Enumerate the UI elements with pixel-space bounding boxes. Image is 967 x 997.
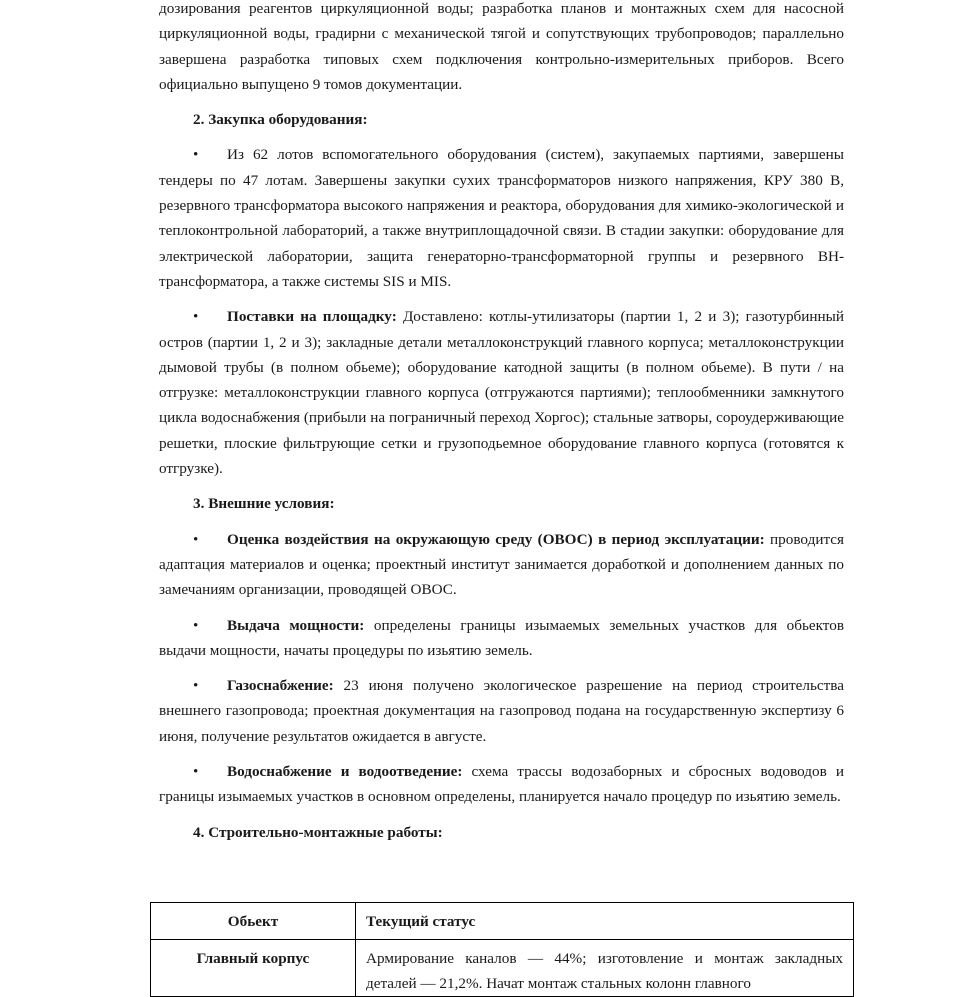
- list-item-title: Поставки на площадку:: [227, 308, 397, 326]
- document-page: [159, 0, 844, 845]
- list-item-text: схема трассы водозаборных и сбросных водоводов и границы изымаемых участков в основном определены, планируется начало процедур по изьятию земель.: [159, 763, 844, 806]
- list-item: [159, 527, 844, 603]
- bullet-marker: •: [193, 677, 199, 695]
- section-3-heading: 3. Внешние условия:: [193, 495, 335, 513]
- list-item-title: Водоснабжение и водоотведение:: [227, 763, 463, 781]
- bullet-marker: •: [193, 530, 199, 548]
- list-item: [159, 613, 844, 664]
- table-row: [151, 940, 854, 997]
- list-item-title: Газоснабжение:: [227, 677, 334, 695]
- bullet-marker: •: [193, 146, 199, 164]
- list-item-text: проводится адаптация материалов и оценка; проектный институт занимается доработкой и дополнением данных по замечаниям организации, проводящей ОВОС.: [159, 530, 844, 599]
- list-item-text: Из 62 лотов вспомогательного оборудования (систем), закупаемых партиями, завершены тендеры по 47 лотам. Завершены закупки сухих трансформаторов низкого напряжения, КРУ 380 В, резервного трансформатора высокого напряжения и реактора, оборудования для химико-экологической и теплоконтрольной лабораторий, а также внутриплощадочной связи. В стадии закупки: оборудование для электрической лаборатории, защита генераторно-трансформаторной группы и резервного ВН-трансформатора, а также системы SIS и MIS.: [159, 146, 844, 290]
- bullet-marker: •: [193, 763, 199, 781]
- section-4-heading: 4. Строительно-монтажные работы:: [193, 823, 443, 841]
- section-2-heading: 2. Закупка оборудования:: [193, 111, 368, 129]
- table-cell-status: Армирование каналов — 44%; изготовление и монтаж закладных деталей — 21,2%. Начат монтаж стальных колонн главного: [356, 940, 854, 997]
- status-table: [150, 902, 854, 997]
- list-item-text: 23 июня получено экологическое разрешение на период строительства внешнего газопровода; проектная документация на газопровод подана на государственную экспертизу 6 июня, получение результатов ожидается в августе.: [159, 677, 844, 745]
- list-item: [159, 142, 844, 294]
- list-item: [159, 759, 844, 810]
- column-header-object: Обьект: [151, 903, 356, 940]
- list-item-text: Доставлено: котлы-утилизаторы (партии 1, 2 и 3); газотурбинный остров (партии 1, 2 и 3); закладные детали металлоконструкций главного корпуса; металлоконструкции дымовой трубы (в полном обьеме); оборудование катодной защиты (в полном обьеме). В пути / на отгрузке: металлоконструкции главного корпуса (отгружаются партиями); теплообменники замкнутого цикла водоснабжения (прибыли на пограничный переход Хоргос); стальные затворы, сороудерживающие решетки, плоские фильтрующие сетки и грузоподьемное оборудование главного корпуса (готовятся к отгрузке).: [159, 308, 844, 478]
- table-header-row: [151, 903, 854, 940]
- intro-paragraph: дозирования реагентов циркуляционной воды; разработка планов и монтажных схем для насосной циркуляционной воды, градирни с механической тягой и сопутствующих трубопроводов; параллельно завершена разработка типовых схем подключения контрольно-измерительных приборов. Всего официально выпущено 9 томов документации.: [159, 0, 844, 93]
- list-item-title: Выдача мощности:: [227, 616, 365, 634]
- table-cell-object: Главный корпус: [151, 940, 356, 997]
- list-item-title: Оценка воздействия на окружающую среду (ОВОС) в период эксплуатации:: [227, 530, 765, 548]
- bullet-marker: •: [193, 308, 199, 326]
- list-item-text: определены границы изымаемых земельных участков для обьектов выдачи мощности, начаты процедуры по изьятию земель.: [159, 616, 844, 659]
- bullet-marker: •: [193, 616, 199, 634]
- column-header-status: Текущий статус: [356, 903, 854, 940]
- list-item: [159, 673, 844, 749]
- list-item: [159, 304, 844, 481]
